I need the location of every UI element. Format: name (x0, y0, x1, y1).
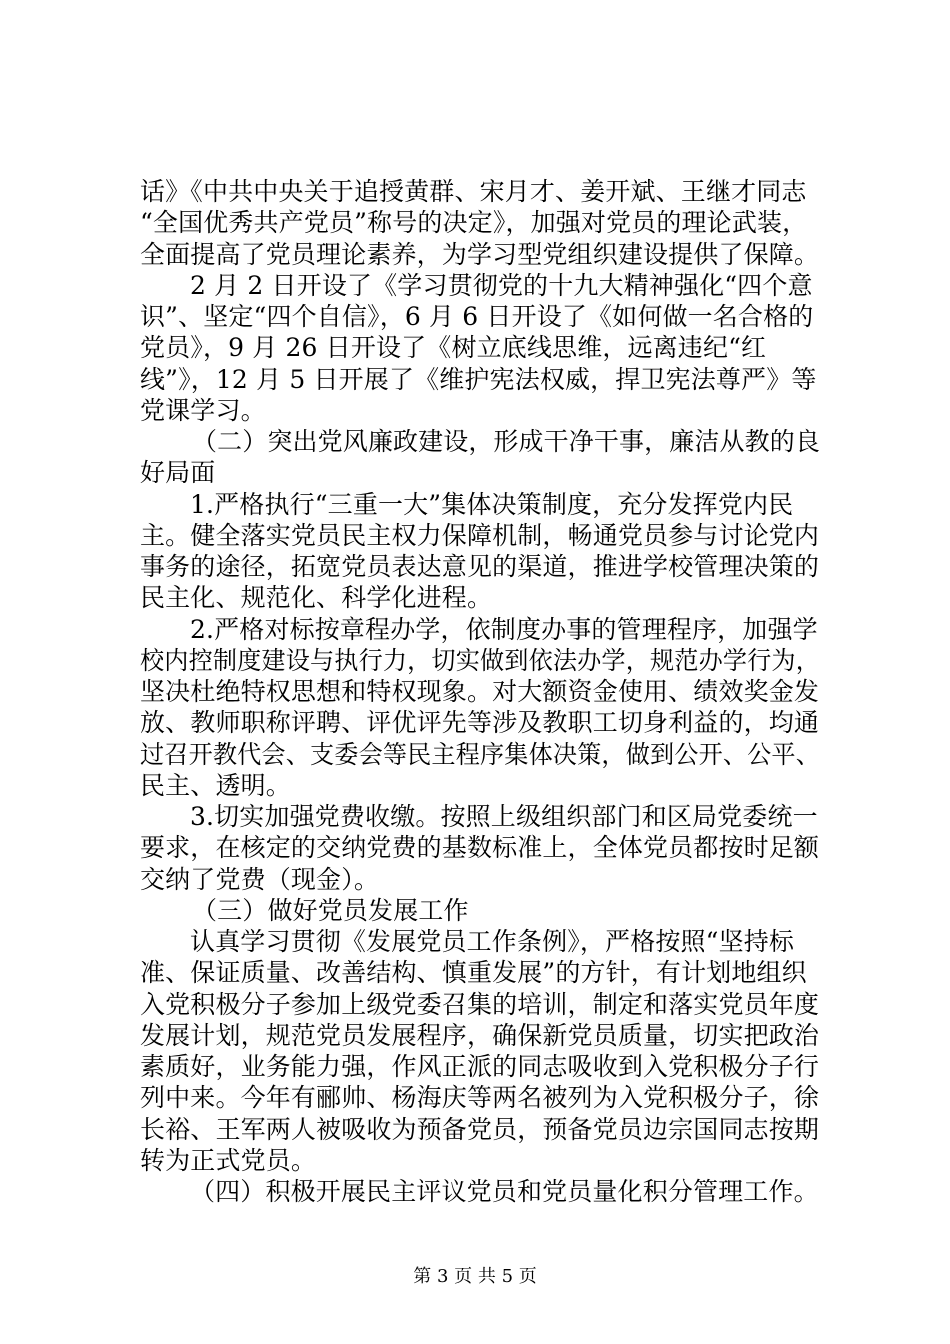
text-line (140, 489, 820, 520)
text-line-content: （三）做好党员发展工作 (192, 895, 469, 925)
text-line (140, 239, 820, 270)
text-line (140, 301, 820, 332)
text-line-content: （四）积极开展民主评议党员和党员量化积分管理工作。 (190, 1177, 819, 1206)
text-line (140, 364, 820, 395)
text-line (140, 582, 820, 613)
text-line (140, 676, 820, 707)
text-line (140, 864, 820, 895)
text-line-content: 民主化、规范化、科学化进程。 (140, 583, 493, 613)
text-line-content: 2 月 2 日开设了《学习贯彻党的十九大精神强化“四个意 (190, 270, 813, 300)
text-line (140, 332, 820, 363)
text-line-content: 3.切实加强党费收缴。按照上级组织部门和区局党委统一 (190, 802, 818, 831)
text-line-content: 长裕、王军两人被吸收为预备党员，预备党员边宗国同志按期 (140, 1114, 820, 1144)
text-line-content: 列中来。今年有郦帅、杨海庆等两名被列为入党积极分子，徐 (140, 1083, 820, 1113)
text-line-content: 发展计划，规范党员发展程序，确保新党员质量，切实把政治 (140, 1020, 820, 1050)
text-line (140, 926, 820, 957)
text-line-content: 话》《中共中央关于追授黄群、宋月才、姜开斌、王继才同志 (140, 177, 807, 206)
text-line-content: 交纳了党费（现金）。 (140, 864, 380, 894)
text-line-content: 坚决杜绝特权思想和特权现象。对大额资金使用、绩效奖金发 (140, 677, 820, 706)
text-line-content: 入党积极分子参加上级党委召集的培训，制定和落实党员年度 (140, 989, 820, 1019)
text-line-content: 党员》，9 月 26 日开设了《树立底线思维，远离违纪“红 (140, 333, 767, 363)
text-line-content: 要求，在核定的交纳党费的基数标准上，全体党员都按时足额 (140, 833, 820, 863)
text-line (140, 520, 820, 551)
text-line-content: （二）突出党风廉政建设，形成干净干事，廉洁从教的良 (192, 427, 820, 456)
text-line (140, 1114, 820, 1145)
text-line (140, 707, 820, 738)
text-line-content: 好局面 (140, 458, 216, 488)
text-line (140, 1176, 820, 1207)
text-line (140, 176, 820, 207)
page-footer: 第 3 页 共 5 页 (413, 1266, 537, 1287)
document-body (140, 176, 820, 1207)
text-line (140, 801, 820, 832)
text-line (140, 895, 820, 926)
text-line-content: 识”、坚定“四个自信》，6 月 6 日开设了《如何做一名合格的 (140, 302, 814, 331)
text-line (140, 1082, 820, 1113)
text-line (140, 645, 820, 676)
text-line (140, 395, 820, 426)
text-line (140, 1020, 820, 1051)
text-line-content: 线”》，12 月 5 日开展了《维护宪法权威，捍卫宪法尊严》等 (140, 364, 817, 394)
text-line (140, 614, 820, 645)
text-line-content: 过召开教代会、支委会等民主程序集体决策，做到公开、公平、 (140, 739, 820, 769)
text-line (140, 832, 820, 863)
text-line-content: 党课学习。 (140, 395, 266, 425)
text-line-content: 2.严格对标按章程办学，依制度办事的管理程序，加强学 (190, 614, 818, 644)
text-line-content: 1.严格执行“三重一大”集体决策制度，充分发挥党内民 (190, 489, 794, 519)
text-line (140, 1145, 820, 1176)
text-line (140, 989, 820, 1020)
text-line-content: 准、保证质量、改善结构、慎重发展”的方针，有计划地组织 (140, 958, 807, 988)
text-line-content: 事务的途径，拓宽党员表达意见的渠道，推进学校管理决策的 (140, 552, 820, 581)
text-line-content: 认真学习贯彻《发展党员工作条例》，严格按照“坚持标 (190, 927, 795, 956)
text-line-content: 素质好，业务能力强，作风正派的同志吸收到入党积极分子行 (140, 1052, 820, 1081)
text-line (140, 957, 820, 988)
text-line (140, 426, 820, 457)
text-line-content: “全国优秀共产党员”称号的决定》，加强对党员的理论武装， (140, 208, 808, 238)
text-line-content: 全面提高了党员理论素养，为学习型党组织建设提供了保障。 (140, 239, 820, 269)
text-line (140, 457, 820, 488)
text-line (140, 207, 820, 238)
text-line-content: 主。健全落实党员民主权力保障机制，畅通党员参与讨论党内 (140, 520, 820, 550)
text-line (140, 739, 820, 770)
text-line-content: 校内控制度建设与执行力，切实做到依法办学，规范办学行为， (140, 645, 820, 675)
text-line (140, 270, 820, 301)
text-line-content: 转为正式党员。 (140, 1145, 317, 1175)
text-line (140, 1051, 820, 1082)
text-line (140, 770, 820, 801)
text-line-content: 民主、透明。 (140, 770, 291, 800)
text-line (140, 551, 820, 582)
text-line-content: 放、教师职称评聘、评优评先等涉及教职工切身利益的，均通 (140, 708, 820, 738)
